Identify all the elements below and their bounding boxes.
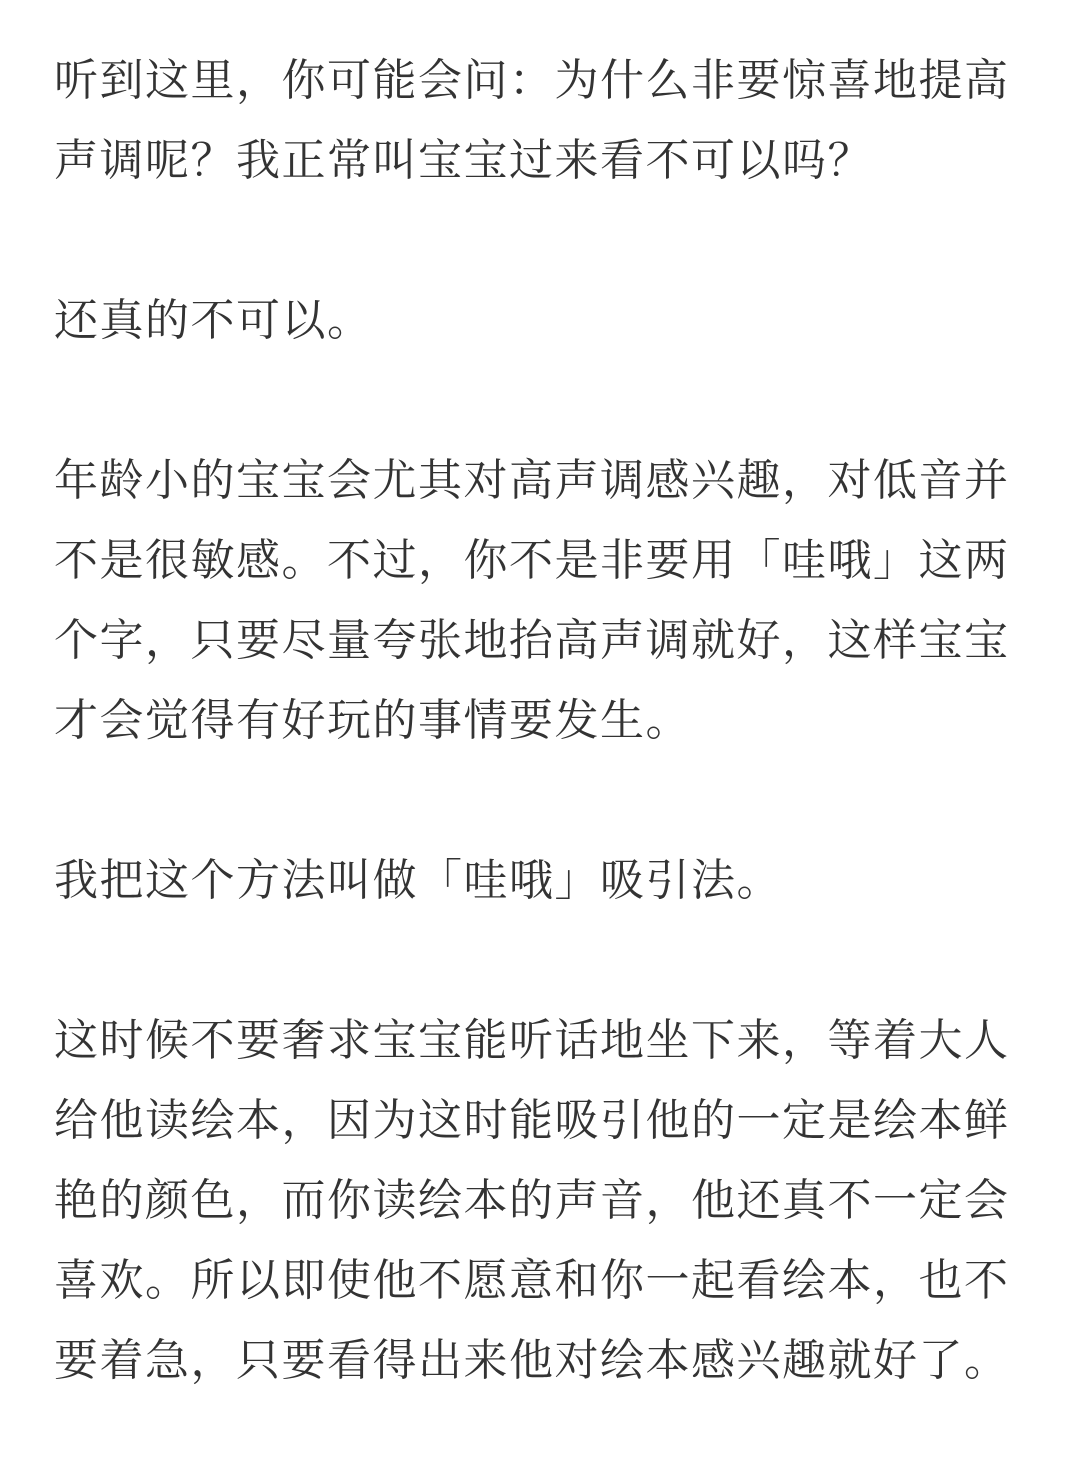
text-line: 给他读绘本，因为这时能吸引他的一定是绘本鲜 [54,1095,1010,1146]
text-line: 听到这里，你可能会问：为什么非要惊喜地提高 [54,55,1010,106]
text-line: 才会觉得有好玩的事情要发生。 [54,695,691,746]
text-line: 声调呢？我正常叫宝宝过来看不可以吗？ [54,135,873,186]
text-line: 我把这个方法叫做「哇哦」吸引法。 [54,855,782,906]
paragraph-2 [54,281,1030,361]
text-line: 个字，只要尽量夸张地抬高声调就好，这样宝宝 [54,615,1010,666]
text-line: 年龄小的宝宝会尤其对高声调感兴趣，对低音并 [54,455,1010,506]
article-body [54,41,1030,1401]
text-line: 艳的颜色，而你读绘本的声音，他还真不一定会 [54,1175,1010,1226]
text-line: 还真的不可以。 [54,295,373,346]
paragraph-5 [54,1001,1030,1401]
text-line: 喜欢。所以即使他不愿意和你一起看绘本，也不 [54,1255,1010,1306]
paragraph-spacer [54,921,1030,1001]
paragraph-3 [54,441,1030,761]
paragraph-1 [54,41,1030,201]
text-line: 要着急，只要看得出来他对绘本感兴趣就好了。 [54,1335,1010,1386]
paragraph-4 [54,841,1030,921]
text-line: 这时候不要奢求宝宝能听话地坐下来，等着大人 [54,1015,1010,1066]
text-line: 不是很敏感。不过，你不是非要用「哇哦」这两 [54,535,1010,586]
paragraph-spacer [54,761,1030,841]
paragraph-spacer [54,361,1030,441]
paragraph-spacer [54,201,1030,281]
